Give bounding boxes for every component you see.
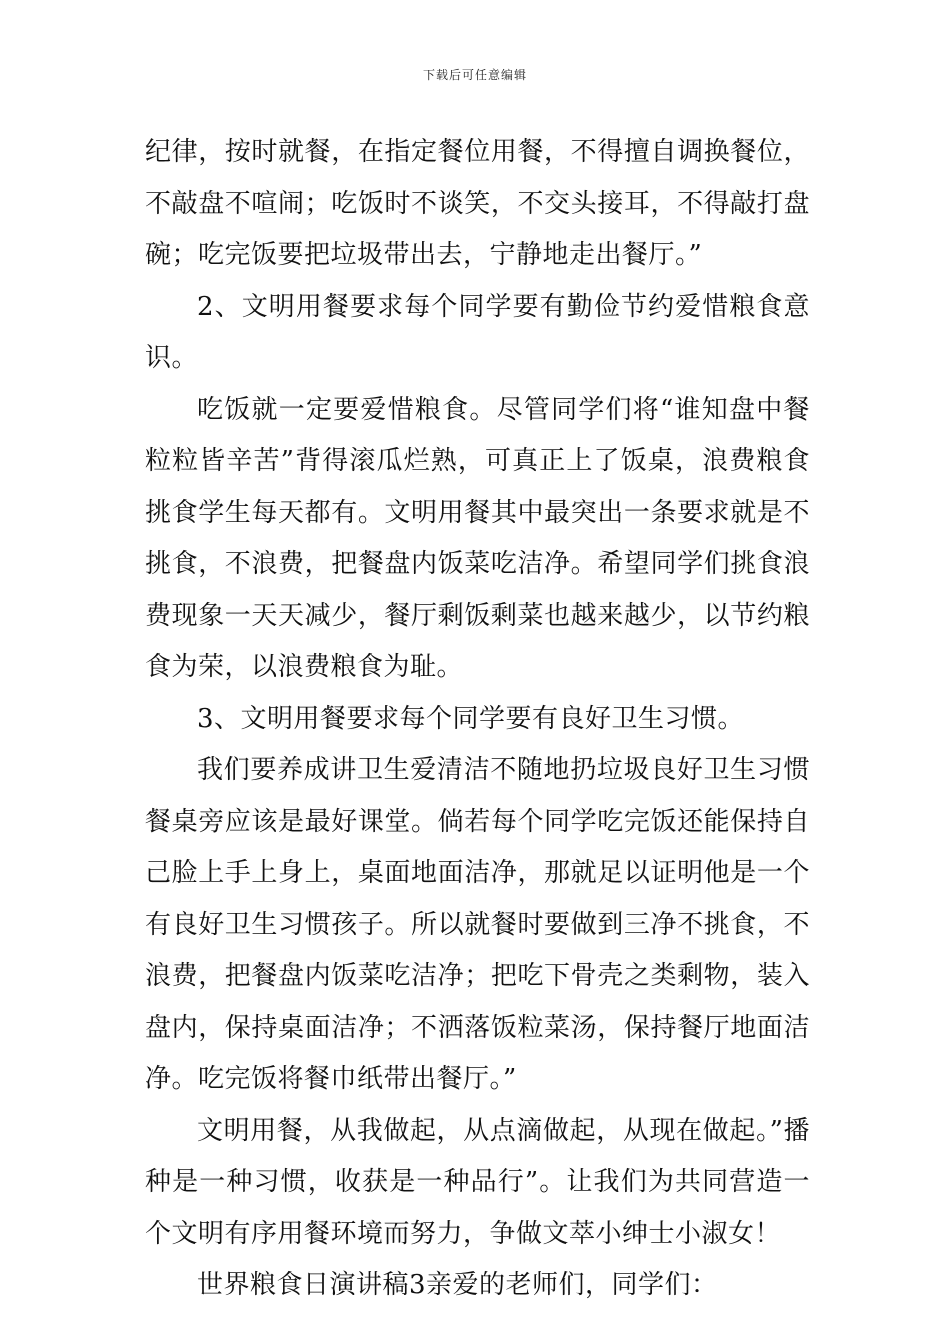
paragraph-3: 吃饭就一定要爱惜粮食。尽管同学们将“谁知盘中餐粒粒皆辛苦”背得滚瓜烂熟，可真正上了饭桌，浪费粮食挑食学生每天都有。文明用餐其中最突出一条要求就是不挑食，不浪费，把餐盘内饭菜吃洁净。希望同学们挑食浪费现象一天天减少，餐厅剩饭剩菜也越来越少，以节约粮食为荣，以浪费粮食为耻。 xyxy=(145,394,810,682)
paragraph-6: 文明用餐，从我做起，从点滴做起，从现在做起。”播种是一种习惯，收获是一种品行”。让我们为共同营造一个文明有序用餐环境而努力，争做文萃小绅士小淑女！ xyxy=(145,1115,810,1249)
paragraph-5: 我们要养成讲卫生爱清洁不随地扔垃圾良好卫生习惯餐桌旁应该是最好课堂。倘若每个同学吃完饭还能保持自己脸上手上身上，桌面地面洁净，那就足以证明他是一个有良好卫生习惯孩子。所以就餐时要做到三净不挑食，不浪费，把餐盘内饭菜吃洁净；把吃下骨壳之类剩物，装入盘内，保持桌面洁净；不洒落饭粒菜汤，保持餐厅地面洁净。吃完饭将餐巾纸带出餐厅。” xyxy=(145,755,810,1094)
paragraph-2: 2、文明用餐要求每个同学要有勤俭节约爱惜粮食意识。 xyxy=(145,291,810,373)
document-body xyxy=(145,127,810,1312)
paragraph-4: 3、文明用餐要求每个同学要有良好卫生习惯。 xyxy=(197,703,745,734)
page-header: 下载后可任意编辑 xyxy=(422,68,527,82)
paragraph-1: 纪律，按时就餐，在指定餐位用餐，不得擅自调换餐位，不敲盘不喧闹；吃饭时不谈笑，不交头接耳，不得敲打盘碗；吃完饭要把垃圾带出去，宁静地走出餐厅。” xyxy=(145,137,810,270)
paragraph-7: 世界粮食日演讲稿3亲爱的老师们，同学们： xyxy=(197,1270,718,1300)
